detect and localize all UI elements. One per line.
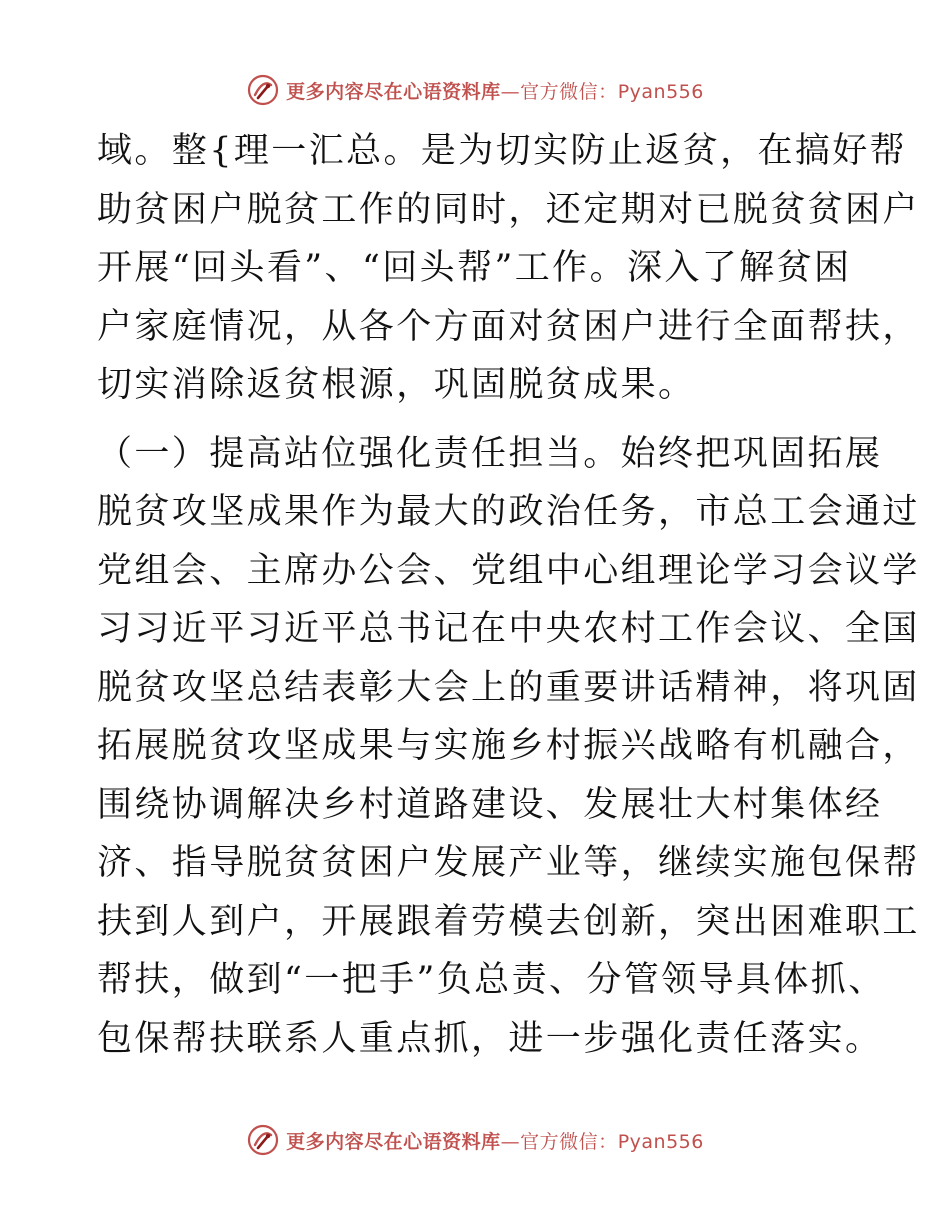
document-body [97,122,920,1068]
watermark-wechat-id: Pyan556 [617,1130,704,1153]
logo-icon [246,73,280,107]
text-line: 帮扶，做到“一把手”负总责、分管领导具体抓、 [97,960,886,1000]
text-line: 域。整{理一汇总。是为切实防止返贫，在搞好帮 [97,131,908,171]
watermark-wechat-id: Pyan556 [617,80,704,103]
text-line: 脱贫攻坚总结表彰大会上的重要讲话精神，将巩固 [97,667,920,708]
text-line: 开展“回头看”、“回头帮”工作。深入了解贫困 [97,248,852,288]
watermark-separator: — [500,1130,521,1153]
watermark-wechat-label: 官方微信： [520,80,618,103]
footer-watermark-banner [0,1120,950,1160]
header-watermark-banner [0,70,950,110]
text-line: 切实消除返贫根源，巩固脱贫成果。 [97,365,696,405]
text-line: 拓展脱贫攻坚成果与实施乡村振兴战略有机融合， [97,726,920,766]
text-line: 户家庭情况，从各个方面对贫困户进行全面帮扶， [97,306,920,347]
text-line: 围绕协调解决乡村道路建设、发展壮大村集体经 [97,784,883,825]
watermark-separator: — [500,80,521,103]
text-line: 脱贫攻坚成果作为最大的政治任务，市总工会通过 [97,492,920,532]
paragraph-1 [97,122,920,415]
watermark-wechat-label: 官方微信： [520,1130,618,1153]
text-line: 助贫困户脱贫工作的同时，还定期对已脱贫贫困户 [97,189,920,230]
text-line: 济、指导脱贫贫困户发展产业等，继续实施包保帮 [97,843,920,883]
text-line: 党组会、主席办公会、党组中心组理论学习会议学 [97,550,920,591]
logo-icon [246,1123,280,1157]
text-line: 扶到人到户，开展跟着劳模去创新，突出困难职工 [97,901,920,942]
text-line: （一）提高站位强化责任担当。始终把巩固拓展 [97,433,883,474]
text-line: 习习近平习近平总书记在中央农村工作会议、全国 [97,609,920,649]
watermark-text [286,1127,704,1154]
text-line: 包保帮扶联系人重点抓，进一步强化责任落实。 [97,1018,883,1059]
paragraph-2 [97,425,920,1069]
watermark-site-name: 更多内容尽在心语资料库 [286,1130,501,1153]
watermark-text [286,77,704,104]
watermark-site-name: 更多内容尽在心语资料库 [286,80,501,103]
